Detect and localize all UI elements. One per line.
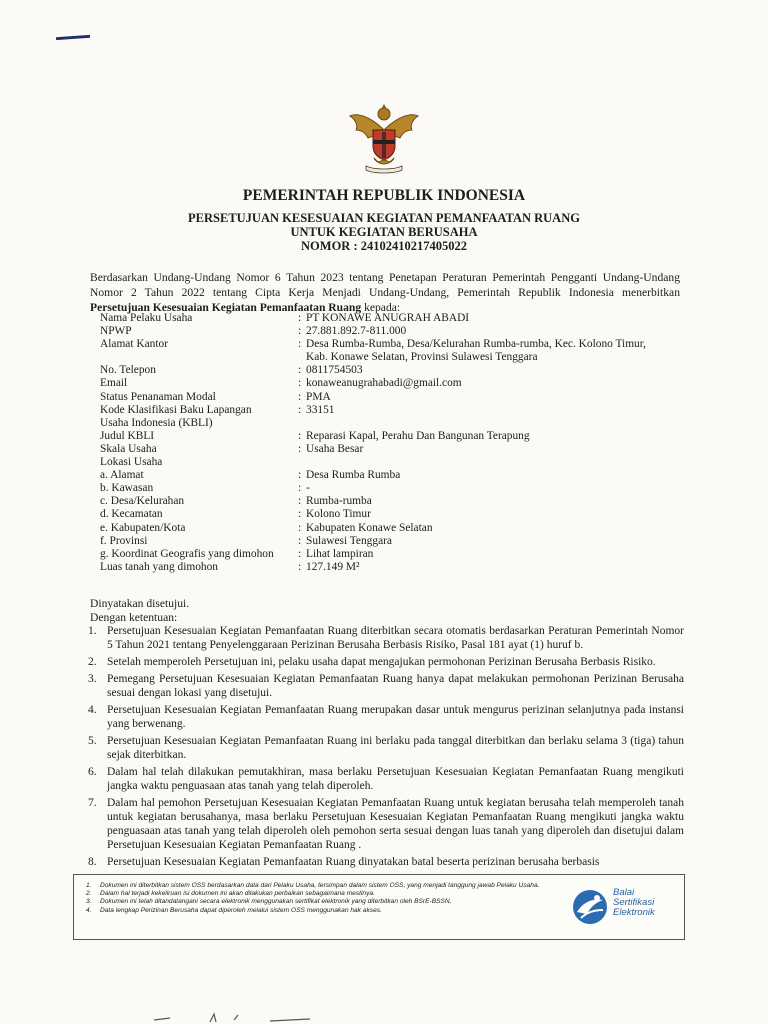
field-value: Rumba-rumba xyxy=(306,495,372,508)
field-label: Usaha Indonesia (KBLI) xyxy=(100,416,213,429)
field-row: Judul KBLI : Reparasi Kapal, Perahu Dan Bangunan Terapung xyxy=(100,429,530,442)
bsre-line: Elektronik xyxy=(613,907,655,918)
footer-note xyxy=(86,882,554,890)
bsre-globe-icon xyxy=(571,888,609,926)
field-row: f. Provinsi : Sulawesi Tenggara xyxy=(100,534,392,547)
list-item-text: Dalam hal telah dilakukan pemutakhiran, masa berlaku Persetujuan Kesesuaian Kegiatan Pemanfaatan Ruang mengikuti jangka waktu penguasaan atas tanah yang telah diperoleh. xyxy=(107,766,684,792)
footer-note xyxy=(86,890,554,898)
field-label: Luas tanah yang dimohon xyxy=(100,560,218,573)
field-row: e. Kabupaten/Kota : Kabupaten Konawe Selatan xyxy=(100,521,433,534)
bsre-logo-text xyxy=(613,888,655,918)
list-item xyxy=(88,672,684,700)
field-value-continued: Kab. Konawe Selatan, Provinsi Sulawesi Tenggara xyxy=(306,351,538,364)
list-item xyxy=(88,655,684,669)
government-title: PEMERINTAH REPUBLIK INDONESIA xyxy=(242,187,526,204)
field-label: d. Kecamatan xyxy=(100,508,163,521)
field-label: a. Alamat xyxy=(100,469,144,482)
field-row: g. Koordinat Geografis yang dimohon : Lihat lampiran xyxy=(100,547,374,560)
field-row: Status Penanaman Modal : PMA xyxy=(100,390,331,403)
list-item-number: 3. xyxy=(88,673,97,685)
field-value: Reparasi Kapal, Perahu Dan Bangunan Terapung xyxy=(306,429,530,442)
field-label: Skala Usaha xyxy=(100,442,157,455)
field-row: Alamat Kantor : Desa Rumba-Rumba, Desa/Kelurahan Rumba-rumba, Kec. Kolono Timur, xyxy=(100,338,646,351)
field-row xyxy=(100,351,690,364)
list-item-text: Persetujuan Kesesuaian Kegiatan Pemanfaatan Ruang ini berlaku pada tanggal diterbitkan dan berlaku selama 3 (tiga) tahun sejak diterbitkan. xyxy=(107,735,684,761)
field-value: 127.149 M² xyxy=(306,560,360,573)
list-item-text: Setelah memperoleh Persetujuan ini, pelaku usaha dapat mengajukan permohonan Perizinan Berusaha Berbasis Risiko. xyxy=(107,656,656,668)
applicant-fields xyxy=(100,312,690,574)
terms-heading: Dengan ketentuan: xyxy=(90,611,178,624)
field-label: b. Kawasan xyxy=(100,482,154,495)
bsre-line: Sertifikasi xyxy=(613,897,655,908)
field-label: Nama Pelaku Usaha xyxy=(100,312,193,324)
list-item-number: 1. xyxy=(88,625,97,637)
list-item-number: 6. xyxy=(88,766,97,778)
field-row: NPWP : 27.881.892.7-811.000 xyxy=(100,325,407,338)
field-row: d. Kecamatan : Kolono Timur xyxy=(100,508,371,521)
footer-note xyxy=(86,898,554,906)
field-row: Nama Pelaku Usaha : PT KONAWE ANUGRAH ABADI xyxy=(100,312,470,324)
field-row xyxy=(100,417,690,430)
field-value: Desa Rumba Rumba xyxy=(306,469,401,482)
intro-tail: kepada: xyxy=(361,301,401,314)
footer-notes xyxy=(86,882,554,915)
field-value: Usaha Besar xyxy=(306,442,364,455)
footer-note-number: 4. xyxy=(86,906,92,914)
field-row: b. Kawasan : - xyxy=(100,482,310,495)
field-row: Skala Usaha : Usaha Besar xyxy=(100,442,364,455)
field-value: konaweanugrahabadi@gmail.com xyxy=(306,377,462,390)
field-label: No. Telepon xyxy=(100,364,156,377)
field-row: Luas tanah yang dimohon : 127.149 M² xyxy=(100,560,360,573)
footer-note-text: Dalam hal terjadi kekeliruan isi dokumen ini akan dilakukan perbaikan sebagaimana mestinya. xyxy=(100,890,375,898)
list-item-number: 7. xyxy=(88,797,97,809)
field-label: g. Koordinat Geografis yang dimohon xyxy=(100,547,274,560)
list-item-number: 5. xyxy=(88,735,97,747)
list-item xyxy=(88,855,684,869)
footer-note-number: 2. xyxy=(86,890,92,898)
field-label: Status Penanaman Modal xyxy=(100,390,216,403)
field-label: c. Desa/Kelurahan xyxy=(100,495,185,508)
footer-note xyxy=(86,907,554,915)
conclusion xyxy=(90,597,189,625)
intro-bold: Persetujuan Kesesuaian Kegiatan Pemanfaatan Ruang xyxy=(90,301,362,314)
document-subtitle: UNTUK KEGIATAN BERUSAHA xyxy=(290,225,478,239)
list-item-number: 2. xyxy=(88,656,97,668)
list-item-text: Persetujuan Kesesuaian Kegiatan Pemanfaatan Ruang diterbitkan secara otomatis berdasarkan Peraturan Pemerintah Nomor 5 Tahun 2021 tentang Penyelenggaraan Perizinan Berusaha Berbasis Risiko, Pasal 181 ayat (1) huruf b. xyxy=(107,625,684,651)
field-row: Email : konaweanugrahabadi@gmail.com xyxy=(100,377,462,390)
list-item xyxy=(88,624,684,652)
pen-mark xyxy=(56,35,90,40)
list-item-text: Dalam hal pemohon Persetujuan Kesesuaian Kegiatan Pemanfaatan Ruang untuk kegiatan berusaha telah memperoleh tanah untuk kegiatan berusahanya, masa berlaku Persetujuan Kesesuaian Kegiatan Pemanfaatan Ruang mengikuti jangka waktu penguasaan atas tanah yang telah diperoleh oleh pemohon serta sesuai dengan luas tanah yang diperoleh dan disetujui dalam Persetujuan Kesesuaian Kegiatan Pemanfaatan Ruang . xyxy=(107,797,684,851)
list-item-number: 8. xyxy=(88,856,97,868)
field-label: Alamat Kantor xyxy=(100,338,169,351)
field-value: PMA xyxy=(306,390,331,403)
field-label: Judul KBLI xyxy=(100,429,155,442)
field-value: 0811754503 xyxy=(306,364,363,377)
footer-note-text: Data lengkap Perizinan Berusaha dapat diperoleh melalui sistem OSS menggunakan hak akses. xyxy=(100,906,382,914)
field-label: Lokasi Usaha xyxy=(100,456,163,469)
bottom-ink-marks xyxy=(150,1010,350,1024)
field-label: Email xyxy=(100,377,128,390)
field-value: Kabupaten Konawe Selatan xyxy=(306,521,433,534)
document-number: NOMOR : 24102410217405022 xyxy=(301,239,467,253)
footer-notes-box xyxy=(73,874,685,940)
list-item-text: Pemegang Persetujuan Kesesuaian Kegiatan Pemanfaatan Ruang hanya dapat melakukan permohonan Perizinan Berusaha sesuai dengan lokasi yang disetujui. xyxy=(107,673,684,699)
approval-statement: Dinyatakan disetujui. xyxy=(90,597,190,610)
field-value: PT KONAWE ANUGRAH ABADI xyxy=(306,312,470,324)
garuda-emblem-icon xyxy=(344,100,424,176)
list-item-text: Persetujuan Kesesuaian Kegiatan Pemanfaatan Ruang merupakan dasar untuk mengurus perizinan selanjutnya pada instansi yang berwenang. xyxy=(107,704,684,730)
field-value: 33151 xyxy=(306,403,335,416)
footer-note-number: 1. xyxy=(86,882,92,889)
intro-text: Berdasarkan Undang-Undang Nomor 6 Tahun 2023 tentang Penetapan Peraturan Pemerintah Pengganti Undang-Undang Nomor 2 Tahun 2022 tentang Cipta Kerja Menjadi Undang-Undang, Pemerintah Republik Indonesia menerbitkan xyxy=(90,271,680,299)
list-item xyxy=(88,765,684,793)
field-row: a. Alamat : Desa Rumba Rumba xyxy=(100,469,401,482)
field-value: - xyxy=(306,482,310,495)
field-label: NPWP xyxy=(100,325,132,338)
list-item xyxy=(88,734,684,762)
field-value: Sulawesi Tenggara xyxy=(306,534,392,547)
intro-paragraph xyxy=(90,270,680,315)
field-row: c. Desa/Kelurahan : Rumba-rumba xyxy=(100,495,372,508)
document-title: PERSETUJUAN KESESUAIAN KEGIATAN PEMANFAATAN RUANG xyxy=(188,211,580,225)
field-value: 27.881.892.7-811.000 xyxy=(306,325,407,338)
footer-note-number: 3. xyxy=(86,898,92,906)
list-item-text: Persetujuan Kesesuaian Kegiatan Pemanfaatan Ruang dinyatakan batal beserta perizinan berusaha berbasis xyxy=(107,856,600,868)
field-row: Kode Klasifikasi Baku Lapangan : 33151 xyxy=(100,403,335,416)
field-value: Kolono Timur xyxy=(306,508,371,521)
footer-note-text: Dokumen ini telah ditandatangani secara elektronik menggunakan sertifikat elektronik yang diterbitkan oleh BSrE-BSSN. xyxy=(100,898,452,906)
bsre-line: Balai xyxy=(613,887,635,898)
bsre-logo xyxy=(571,884,681,932)
field-value: Lihat lampiran xyxy=(306,547,374,560)
field-label: f. Provinsi xyxy=(100,534,148,547)
field-row: No. Telepon : 0811754503 xyxy=(100,364,363,377)
field-label: e. Kabupaten/Kota xyxy=(100,521,186,534)
list-item xyxy=(88,796,684,852)
field-row xyxy=(100,456,690,469)
field-label: Kode Klasifikasi Baku Lapangan xyxy=(100,403,252,416)
list-item xyxy=(88,703,684,731)
list-item-number: 4. xyxy=(88,704,97,716)
terms-list xyxy=(88,624,684,872)
field-value: Desa Rumba-Rumba, Desa/Kelurahan Rumba-rumba, Kec. Kolono Timur, xyxy=(306,338,646,351)
footer-note-text: Dokumen ini diterbitkan sistem OSS berdasarkan data dari Pelaku Usaha, tersimpan dalam sistem OSS, yang menjadi tanggung jawab Pelaku Usaha. xyxy=(100,882,540,889)
